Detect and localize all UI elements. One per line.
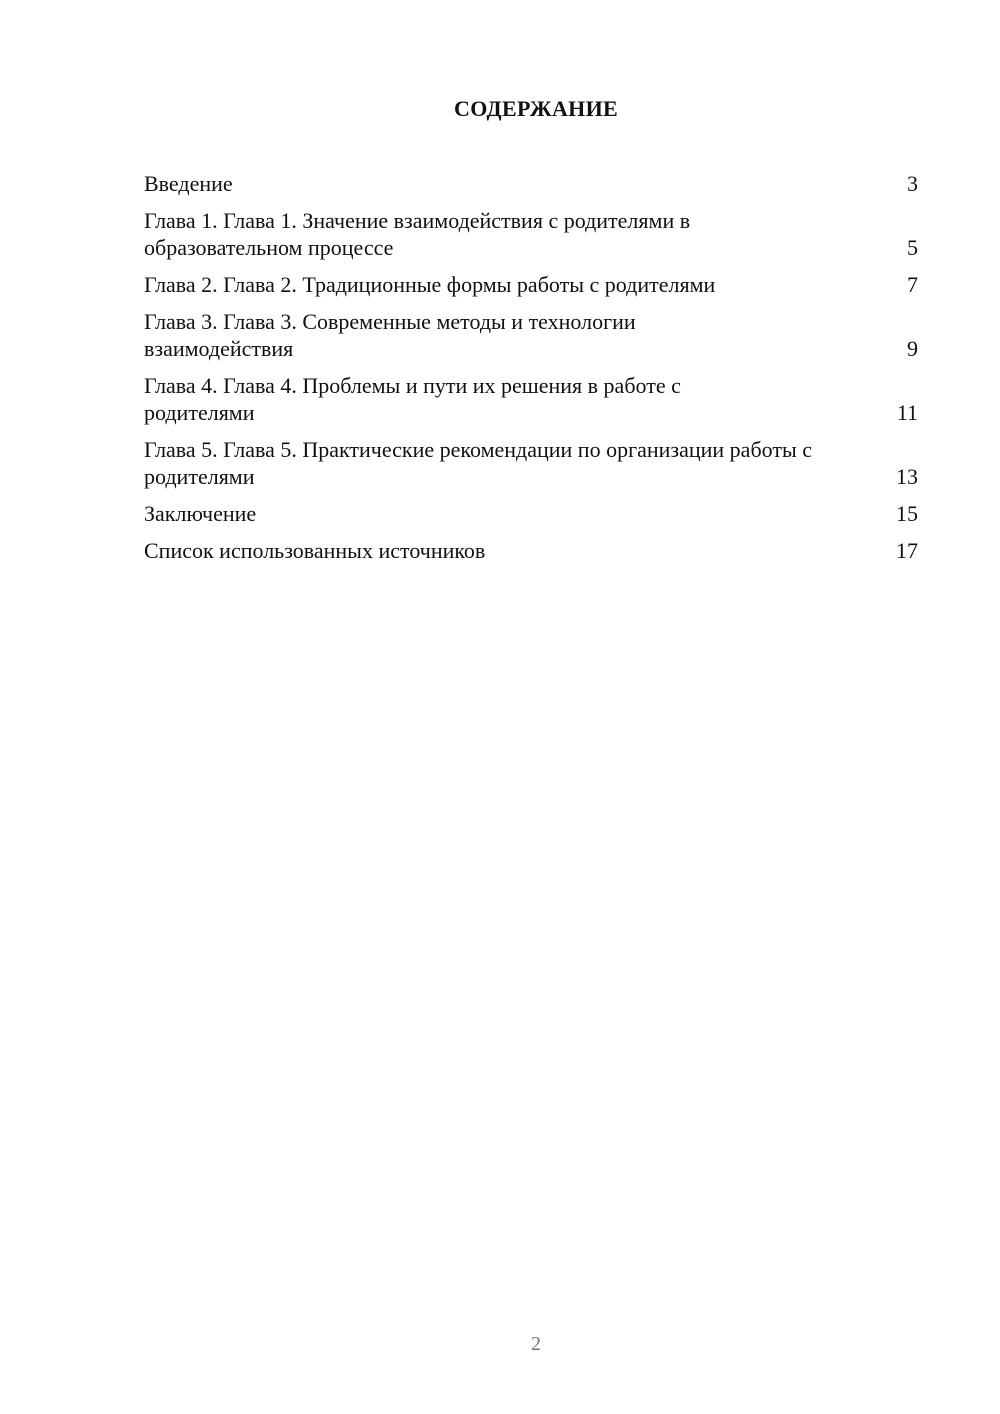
toc-entry-chapter-4 (144, 372, 918, 426)
page-number: 2 (531, 1333, 541, 1355)
toc-entry-page: 13 (896, 464, 918, 489)
toc-entry-chapter-5 (144, 436, 918, 490)
toc-entry-page: 7 (907, 272, 918, 297)
toc-entry-text: Заключение (144, 501, 257, 526)
toc-entry-chapter-1 (144, 207, 918, 261)
toc-entry-text: Глава 2. Глава 2. Традиционные формы работы с родителями (144, 272, 716, 297)
toc-entry-introduction (144, 170, 918, 197)
toc-entry-text: Глава 4. Глава 4. Проблемы и пути их решения в работе с родителями (144, 373, 681, 425)
toc-entry-page: 9 (907, 336, 918, 361)
toc-entry-text: Глава 1. Глава 1. Значение взаимодействия с родителями в образовательном процессе (144, 208, 691, 260)
toc-entry-page: 3 (907, 171, 918, 196)
toc-entry-chapter-2 (144, 271, 918, 298)
toc-entry-text: Глава 5. Глава 5. Практические рекомендации по организации работы с родителями (144, 437, 813, 489)
toc-entry-page: 17 (896, 538, 918, 563)
toc-entry-page: 15 (896, 501, 918, 526)
toc-entry-text: Список использованных источников (144, 538, 486, 563)
toc-title-container (336, 96, 736, 122)
toc-entry-page: 11 (896, 400, 918, 425)
toc-entry-page: 5 (907, 235, 918, 260)
toc-entry-text: Введение (144, 171, 233, 196)
toc-title: СОДЕРЖАНИЕ (454, 96, 618, 121)
toc-entry-conclusion (144, 500, 918, 527)
table-of-contents (144, 170, 918, 574)
toc-entry-chapter-3 (144, 308, 918, 362)
toc-entry-text: Глава 3. Глава 3. Современные методы и технологии взаимодействия (144, 309, 636, 361)
toc-entry-references (144, 537, 918, 564)
